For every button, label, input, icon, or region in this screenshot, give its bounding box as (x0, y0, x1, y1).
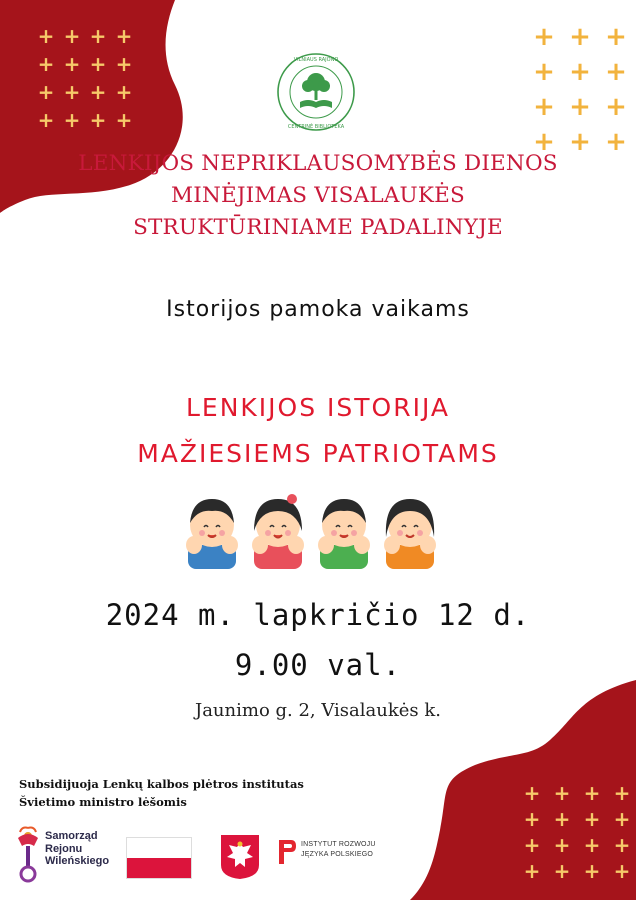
svg-text:CENTRINĖ BIBLIOTEKA: CENTRINĖ BIBLIOTEKA (287, 124, 345, 130)
plus-pattern-bottom-right: + + + + + + + + + + + + + + + + (523, 781, 631, 883)
instytut-logo (275, 838, 405, 868)
plus-pattern-top-right: + + + + + + + + + + + + (533, 22, 627, 157)
polish-eagle-icon (221, 835, 259, 879)
event-address: Jaunimo g. 2, Visalaukės k. (194, 700, 441, 721)
funding-line-2: Švietimo ministro lėšomis (19, 795, 187, 809)
samorzad-line-3: Wileńskiego (45, 855, 110, 867)
event-date: 2024 m. lapkričio 12 d. (105, 598, 531, 632)
headline-line-2: MAŽIESIEMS PATRIOTAMS (137, 439, 499, 468)
polish-flag-icon (126, 837, 192, 879)
title-line-2: MINĖJIMAS VISALAUKĖS (171, 183, 465, 208)
plus-pattern-top-left: + + + + + + + + + + + + + + + + (37, 24, 133, 132)
svg-text:VILNIAUS RAJONO: VILNIAUS RAJONO (293, 57, 339, 63)
headline-line-1: LENKIJOS ISTORIJA (185, 393, 451, 422)
samorzad-line-2: Rejonu (45, 842, 83, 855)
samorzad-line-1: Samorząd (45, 830, 98, 842)
title-line-1: LENKIJOS NEPRIKLAUSOMYBĖS DIENOS (78, 151, 558, 176)
subtitle: Istorijos pamoka vaikams (166, 297, 470, 322)
instytut-line-1: INSTYTUT ROZWOJU (301, 841, 376, 848)
title-line-3: STRUKTŪRINIAME PADALINYJE (133, 215, 503, 240)
instytut-line-2: JĘZYKA POLSKIEGO (301, 851, 374, 858)
headline (0, 385, 636, 477)
funding-note (19, 775, 304, 811)
instytut-emblem-icon (275, 838, 297, 866)
samorzad-logo (14, 824, 134, 888)
event-title (0, 148, 636, 244)
samorzad-emblem-icon (14, 824, 42, 886)
funding-line-1: Subsidijuoja Lenkų kalbos plėtros institutas (19, 777, 304, 791)
library-logo-icon (276, 52, 356, 132)
four-children-icon (180, 487, 444, 569)
event-time: 9.00 val. (234, 648, 402, 682)
